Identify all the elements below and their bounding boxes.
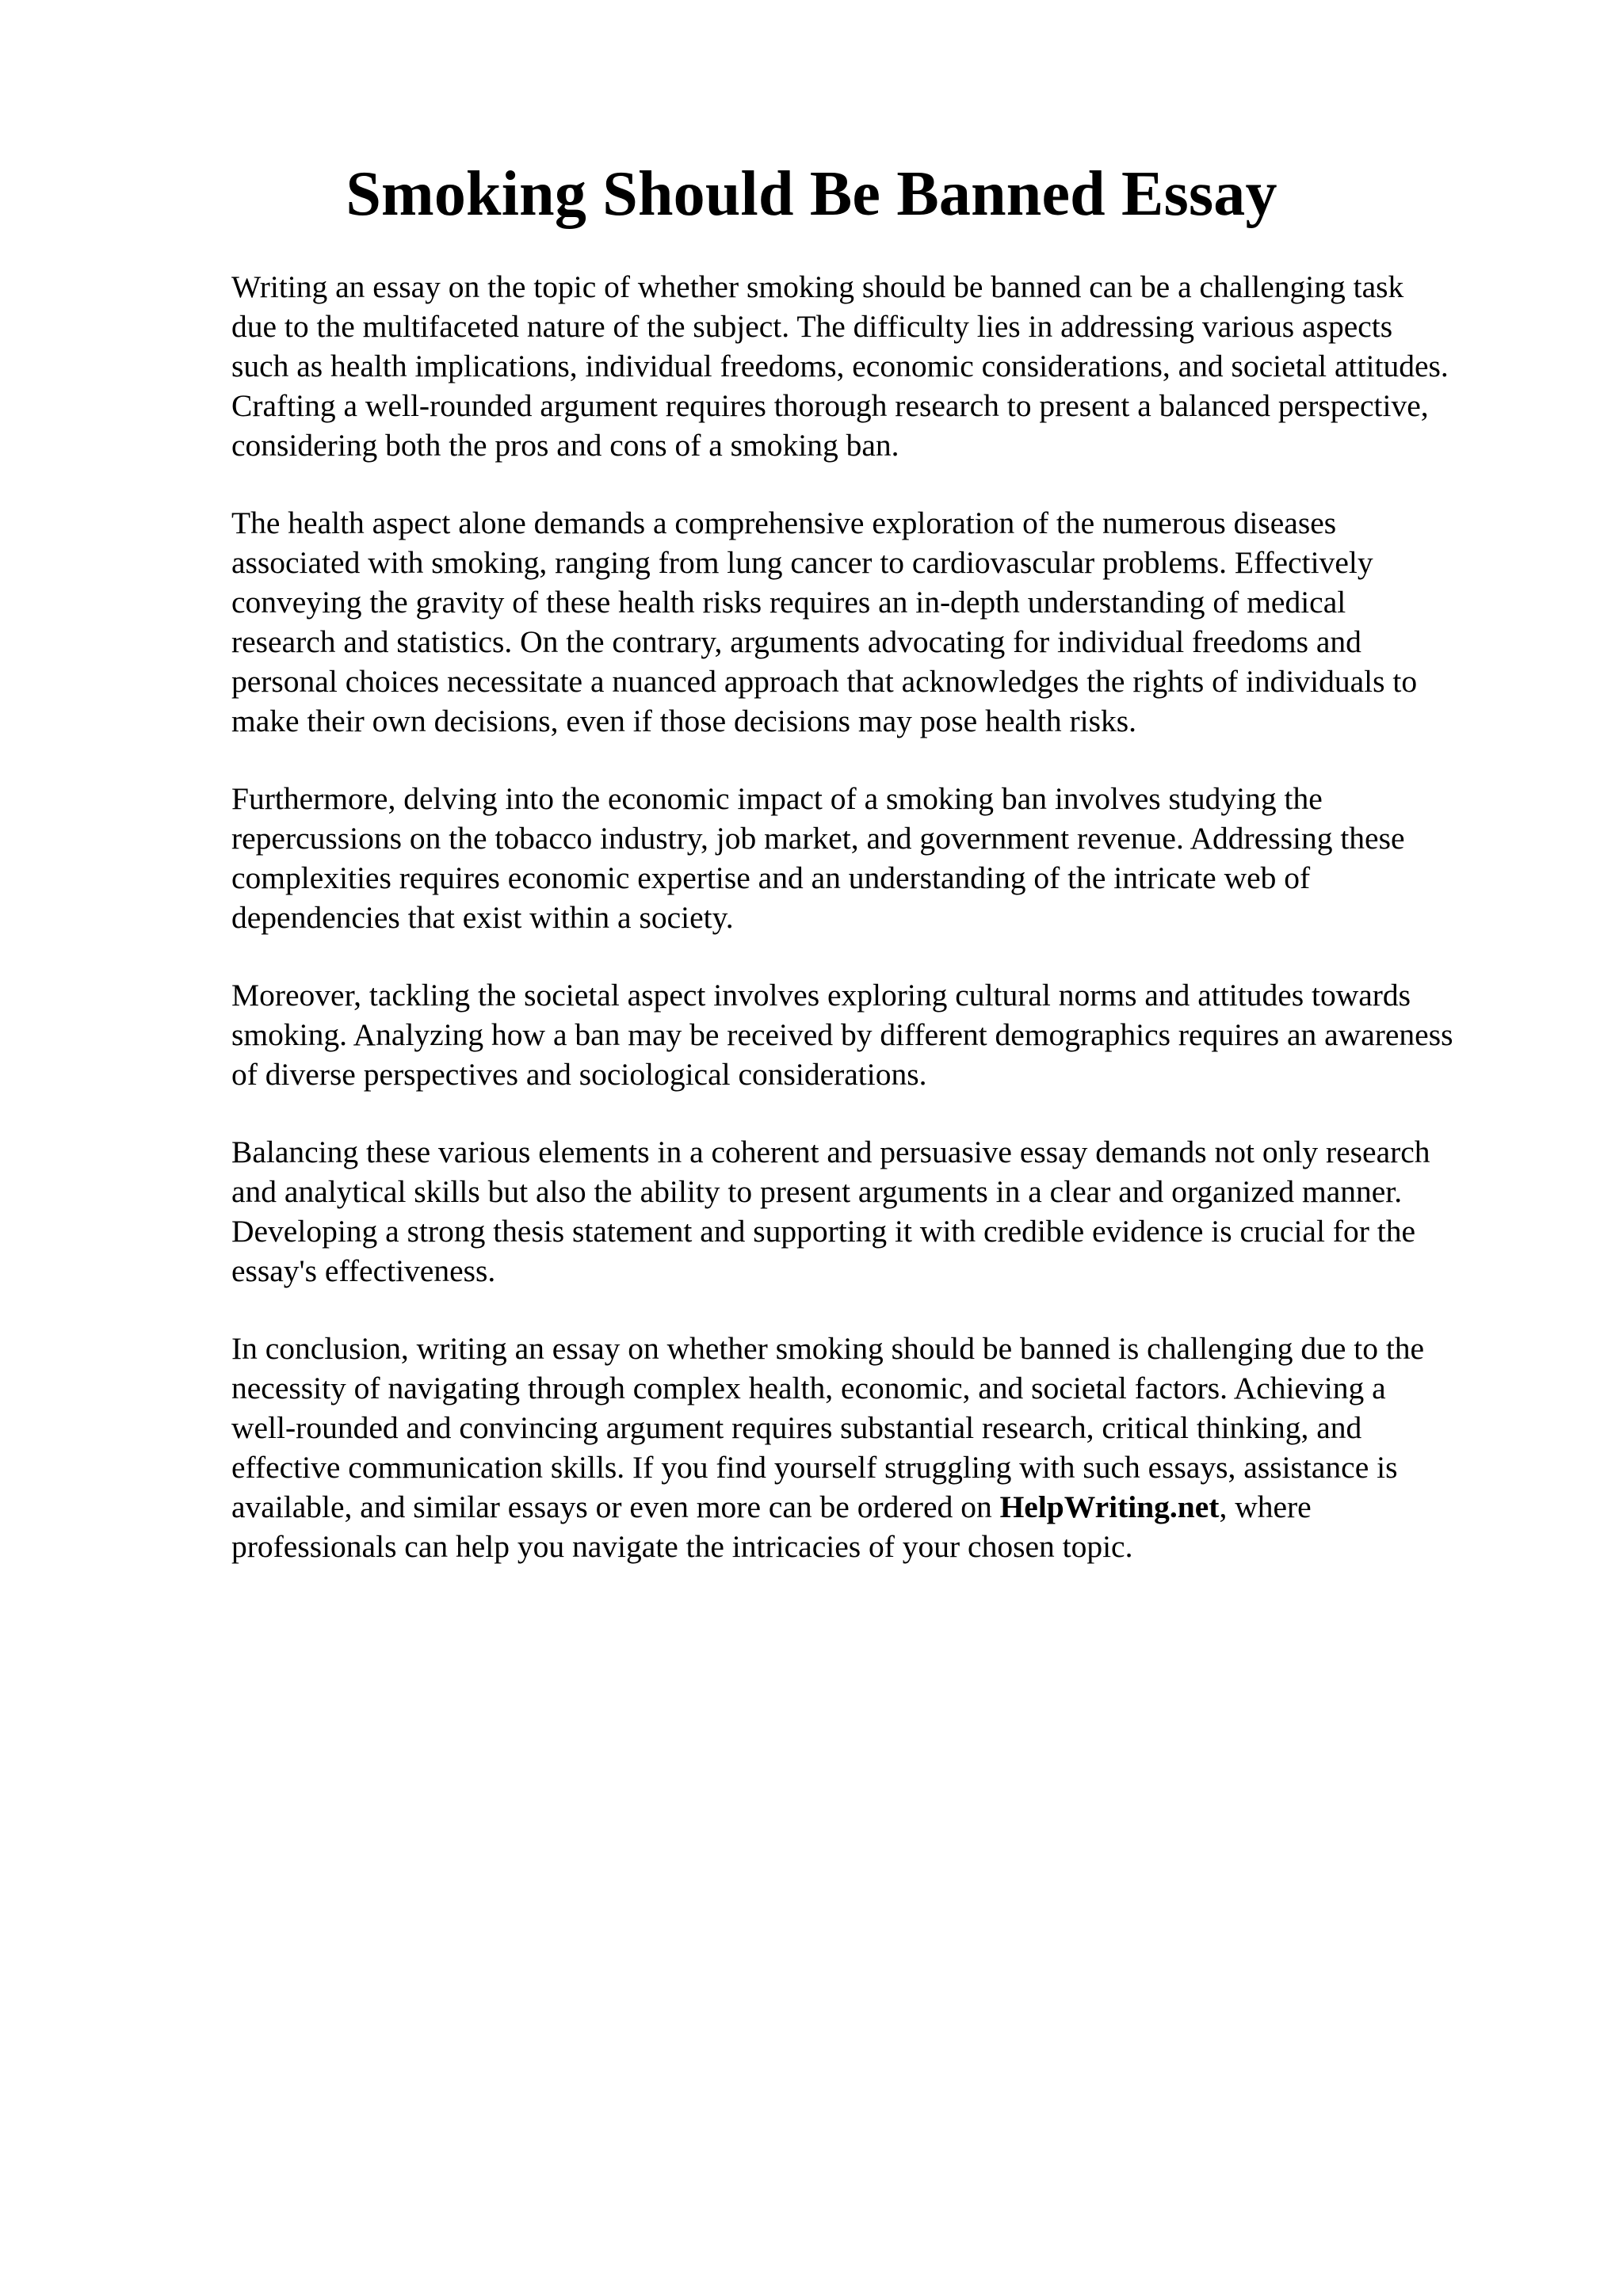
- link-line-after: , where: [1219, 1489, 1312, 1524]
- text-line: such as health implications, individual freedoms, economic considerations, and societal attitudes.: [231, 349, 1449, 383]
- page-title: Smoking Should Be Banned Essay: [346, 159, 1277, 229]
- text-line: conveying the gravity of these health risks requires an in-depth understanding of medical: [231, 585, 1346, 620]
- paragraph-2: [231, 503, 1539, 741]
- text-line: essay's effectiveness.: [231, 1253, 496, 1288]
- text-line: make their own decisions, even if those decisions may pose health risks.: [231, 704, 1136, 738]
- text-line: Crafting a well-rounded argument requires thorough research to present a balanced perspective,: [231, 388, 1429, 423]
- text-line: Balancing these various elements in a coherent and persuasive essay demands not only research: [231, 1135, 1430, 1169]
- text-line: professionals can help you navigate the intricacies of your chosen topic.: [231, 1529, 1133, 1564]
- text-line: associated with smoking, ranging from lung cancer to cardiovascular problems. Effectively: [231, 545, 1373, 580]
- text-line: considering both the pros and cons of a smoking ban.: [231, 428, 899, 463]
- text-line: due to the multifaceted nature of the subject. The difficulty lies in addressing various aspects: [231, 309, 1393, 344]
- paragraph-4: [231, 975, 1539, 1094]
- text-line: of diverse perspectives and sociological considerations.: [231, 1057, 927, 1092]
- paragraph-1: [231, 267, 1539, 465]
- text-line: well-rounded and convincing argument requires substantial research, critical thinking, and: [231, 1410, 1362, 1445]
- text-line: Writing an essay on the topic of whether smoking should be banned can be a challenging task: [231, 269, 1404, 304]
- paragraph-5: [231, 1132, 1539, 1291]
- link-line-before: available, and similar essays or even more can be ordered on: [231, 1489, 1000, 1524]
- text-line: In conclusion, writing an essay on whether smoking should be banned is challenging due to the: [231, 1331, 1425, 1366]
- text-line: effective communication skills. If you find yourself struggling with such essays, assistance is: [231, 1450, 1398, 1485]
- text-line: complexities requires economic expertise and an understanding of the intricate web of: [231, 860, 1311, 895]
- text-line: research and statistics. On the contrary, arguments advocating for individual freedoms and: [231, 624, 1361, 659]
- paragraph-3: [231, 779, 1539, 937]
- text-line: personal choices necessitate a nuanced approach that acknowledges the rights of individuals to: [231, 664, 1418, 699]
- text-line: and analytical skills but also the ability to present arguments in a clear and organized manner.: [231, 1174, 1403, 1209]
- text-line: Developing a strong thesis statement and supporting it with credible evidence is crucial for the: [231, 1214, 1415, 1249]
- text-line: smoking. Analyzing how a ban may be received by different demographics requires an awareness: [231, 1017, 1453, 1052]
- essay-body: [231, 267, 1539, 1604]
- text-line-with-link: [231, 1487, 1539, 1527]
- text-line: repercussions on the tobacco industry, job market, and government revenue. Addressing these: [231, 821, 1405, 856]
- text-line: Moreover, tackling the societal aspect involves exploring cultural norms and attitudes towards: [231, 978, 1411, 1013]
- text-line: dependencies that exist within a society.: [231, 900, 734, 935]
- helpwriting-link[interactable]: HelpWriting.net: [999, 1489, 1220, 1524]
- paragraph-6: [231, 1329, 1539, 1566]
- text-line: Furthermore, delving into the economic impact of a smoking ban involves studying the: [231, 781, 1323, 816]
- text-line: necessity of navigating through complex health, economic, and societal factors. Achieving a: [231, 1371, 1386, 1405]
- text-line: The health aspect alone demands a comprehensive exploration of the numerous diseases: [231, 505, 1337, 540]
